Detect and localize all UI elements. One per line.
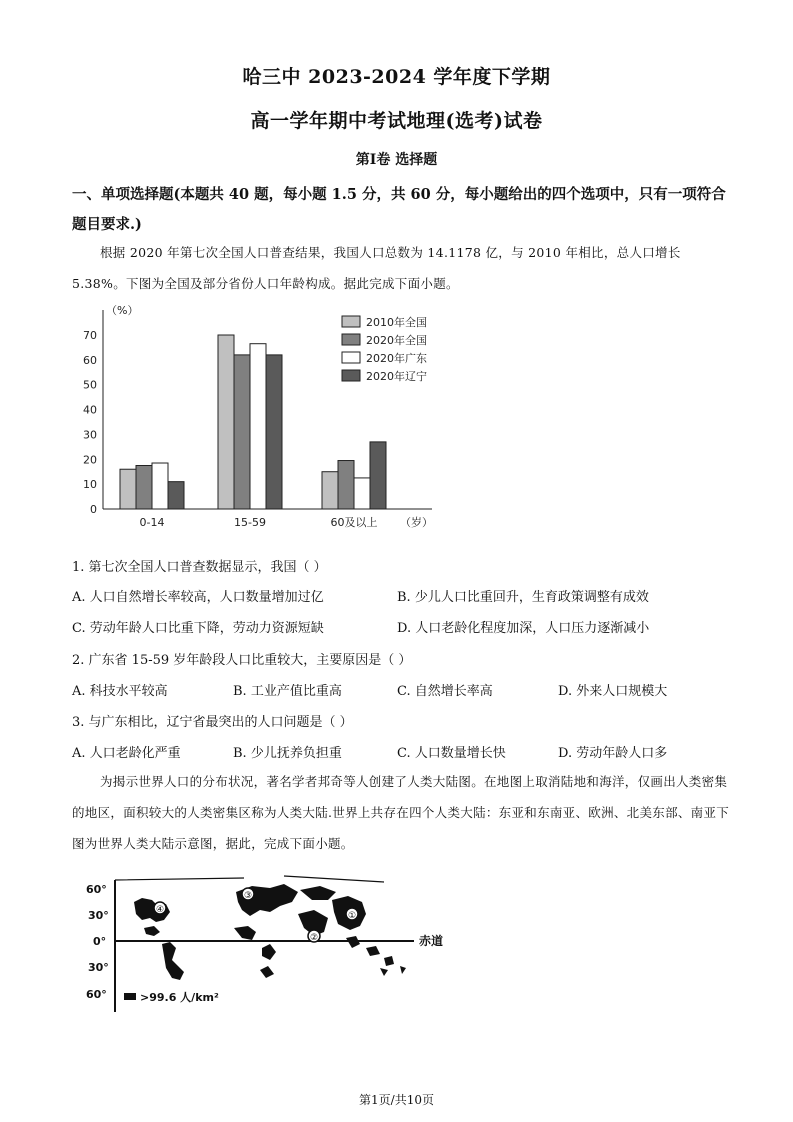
- legend-label: 2010年全国: [366, 316, 427, 329]
- question-3-stem: 3. 与广东相比，辽宁省最突出的人口问题是（ ）: [72, 715, 353, 730]
- east-africa-density-area: [262, 944, 276, 960]
- marker-1: ①: [348, 911, 357, 921]
- question-2-option-a[interactable]: A. 科技水平较高: [72, 684, 168, 699]
- west-africa-density-area: [234, 926, 256, 940]
- y-axis-label: （%）: [106, 304, 139, 317]
- bar-2-2: [354, 478, 370, 509]
- bar-1-2: [250, 344, 266, 509]
- map-frame-top: [115, 876, 384, 882]
- lat-label-60n: 60°: [86, 883, 107, 896]
- category-label: 60及以上: [330, 516, 378, 529]
- question-2-stem: 2. 广东省 15-59 岁年龄段人口比重较大，主要原因是（ ）: [72, 653, 412, 668]
- question-2-option-b[interactable]: B. 工业产值比重高: [233, 684, 342, 699]
- question-2-option-d[interactable]: D. 外来人口规模大: [558, 684, 668, 699]
- legend-swatch: [342, 316, 360, 327]
- bar-0-2: [152, 463, 168, 509]
- question-3-option-d[interactable]: D. 劳动年龄人口多: [558, 746, 668, 761]
- legend-label: 2020年辽宁: [366, 370, 427, 383]
- equator-label: 赤道: [419, 934, 444, 948]
- bar-1-1: [234, 355, 250, 509]
- south-america-density-area: [162, 942, 184, 980]
- bar-0-0: [120, 469, 136, 509]
- bar-1-3: [266, 355, 282, 509]
- category-label: 15-59: [234, 516, 266, 529]
- passage-1: 根据 2020 年第七次全国人口普查结果，我国人口总数为 14.1178 亿，与 2010 年相比，总人口增长 5.38%。下图为全国及部分省份人口年龄构成。据此完成下面小题。: [72, 245, 681, 291]
- part-title: 第Ⅰ卷 选择题: [355, 152, 438, 168]
- y-ticks: [83, 329, 97, 516]
- question-3-option-c[interactable]: C. 人口数量增长快: [397, 746, 506, 761]
- y-tick-label: 30: [83, 428, 97, 442]
- central-america-density-area: [144, 926, 160, 936]
- question-1-option-a[interactable]: A. 人口自然增长率较高，人口数量增加过亿: [72, 590, 324, 605]
- y-tick-label: 0: [90, 503, 97, 516]
- question-3-option-a[interactable]: A. 人口老龄化严重: [72, 746, 181, 761]
- marker-2: ②: [310, 933, 319, 943]
- question-1-option-d[interactable]: D. 人口老龄化程度加深，人口压力逐渐减小: [397, 621, 650, 636]
- legend-swatch: [342, 334, 360, 345]
- question-3-option-b[interactable]: B. 少儿抚养负担重: [233, 746, 342, 761]
- legend-swatch: [342, 370, 360, 381]
- x-axis-label: （岁）: [400, 516, 433, 529]
- legend-swatch: [342, 352, 360, 363]
- exam-title-line1: 哈三中 2023-2024 学年度下学期: [242, 66, 551, 88]
- question-1-option-b[interactable]: B. 少儿人口比重回升，生育政策调整有成效: [397, 590, 649, 605]
- category-labels: [140, 515, 378, 529]
- map-legend-label: >99.6 人/km²: [140, 991, 219, 1004]
- y-tick-label: 60: [83, 353, 97, 367]
- marker-3: ③: [244, 891, 253, 901]
- age-structure-chart: [72, 300, 472, 536]
- question-2-option-c[interactable]: C. 自然增长率高: [397, 684, 493, 699]
- lat-label-0: 0°: [93, 935, 107, 948]
- y-tick-label: 10: [83, 478, 97, 492]
- section-heading: 一、单项选择题(本题共 40 题，每小题 1.5 分，共 60 分，每小题给出的四个选项中，只有一项符合题目要求.): [72, 186, 726, 233]
- lat-label-30n: 30°: [88, 909, 109, 922]
- y-tick-label: 70: [83, 329, 97, 342]
- y-tick-label: 20: [83, 453, 97, 467]
- question-1-stem: 1. 第七次全国人口普查数据显示，我国（ ）: [72, 560, 327, 575]
- lat-label-60s: 60°: [86, 988, 107, 1001]
- lat-label-30s: 30°: [88, 961, 109, 974]
- human-continents-map: [84, 870, 454, 1020]
- oceania-density-area: [380, 966, 406, 976]
- russia-density-area: [300, 886, 336, 900]
- y-tick-label: 50: [83, 378, 97, 392]
- legend-label: 2020年广东: [366, 352, 427, 365]
- south-africa-density-area: [260, 966, 274, 978]
- bar-0-1: [136, 466, 152, 510]
- category-label: 0-14: [139, 516, 165, 529]
- question-1-option-c[interactable]: C. 劳动年龄人口比重下降，劳动力资源短缺: [72, 621, 324, 636]
- page-footer: 第1页/共10页: [359, 1093, 434, 1107]
- chart-legend: [342, 315, 427, 383]
- bar-2-1: [338, 461, 354, 509]
- bar-0-3: [168, 482, 184, 509]
- legend-swatch: [124, 993, 136, 1000]
- bar-2-0: [322, 472, 338, 509]
- y-tick-label: 40: [83, 403, 97, 417]
- bar-1-0: [218, 335, 234, 509]
- bar-2-3: [370, 442, 386, 509]
- exam-title-line2: 高一学年期中考试地理(选考)试卷: [250, 110, 543, 132]
- legend-label: 2020年全国: [366, 334, 427, 347]
- passage-2: 为揭示世界人口的分布状况，著名学者邦奇等人创建了人类大陆图。在地图上取消陆地和海洋，仅画出人类密集的地区，面积较大的人类密集区称为人类大陆.世界上共存在四个人类大陆：东亚和东南亚、欧洲、北美东部、南亚下图为世界人类大陆示意图，据此，完成下面小题。: [72, 774, 730, 851]
- marker-4: ④: [156, 905, 165, 915]
